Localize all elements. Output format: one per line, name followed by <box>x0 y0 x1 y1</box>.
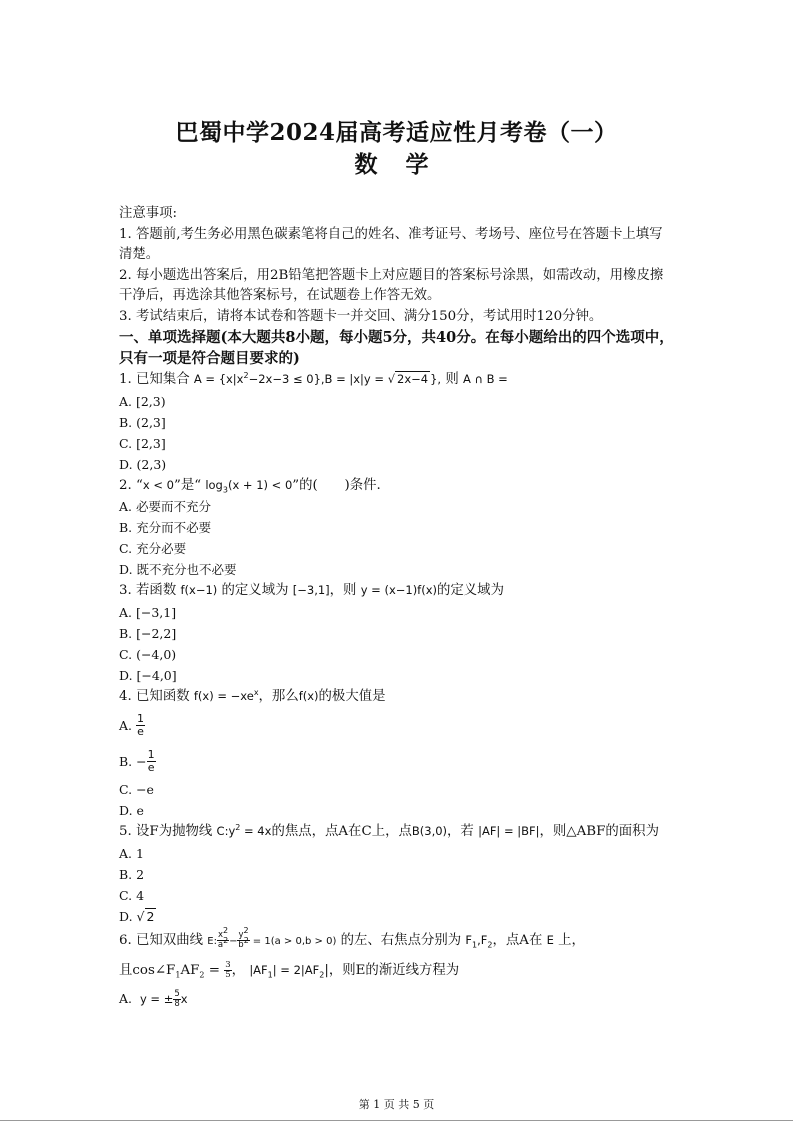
q4-option-a: A. $\frac{1}{e}$ <box>119 711 144 738</box>
q5-option-c: C. 4 <box>119 887 145 903</box>
notice-heading: 注意事项: <box>119 206 178 221</box>
section-1-title: 一、单项选择题(本大题共8小题，每小题5分，共40分。在每小题给出的四个选项中，只有一项是符合题目要求的) <box>119 329 674 367</box>
q5-option-a: A. 1 <box>119 845 144 861</box>
q5-option-b: B. 2 <box>119 866 145 882</box>
footer-divider <box>0 1120 793 1121</box>
notice-item-1: 1. 答题前,考生务必用黑色碳素笔将自己的姓名、准考证号、考场号、座位号在答题卡上填写清楚。 <box>119 226 663 262</box>
question-2: 2. “x < 0”是“ $\log_3(x + 1) < 0$”的( )条件. <box>119 477 381 494</box>
q1-option-b: B. (2,3] <box>119 414 166 430</box>
q2-cond-1: x < 0 <box>142 477 174 492</box>
q4-option-c: C. −e <box>119 782 154 797</box>
q2-option-c: C. 充分必要 <box>119 541 187 556</box>
q2-option-d: D. 既不充分也不必要 <box>119 562 237 577</box>
exam-content <box>119 204 675 1012</box>
subject-title: 数 学 <box>354 151 439 178</box>
question-6: 6. 已知双曲线 E: $\frac{x^2}{a^2}$ − $\frac{y^2}{b^2}$ = 1(a > 0,b > 0) 的左、右焦点分别为 $F_1,F_2$，点A在 E 上， <box>119 926 585 950</box>
sqrt-icon: √ 2x−4 <box>387 372 429 386</box>
q1-option-c: C. [2,3] <box>119 435 166 451</box>
question-3: 3. 若函数 f(x−1) 的定义域为 [−3,1]，则 y = (x−1)f(x)的定义域为 <box>119 583 504 598</box>
exam-title: 巴蜀中学2024届高考适应性月考卷（一） <box>175 119 618 146</box>
question-6-line-2: 且$\cos\angle F_1AF_2$ = $\frac{3}{5}$ ， $|AF_1| = 2|AF_2|$，则E的渐近线方程为 <box>119 959 460 980</box>
sqrt-icon: √ 2 <box>136 908 155 924</box>
q1-setA: $A = \{x|x^2-2x-3 \le 0\},B = |x|y$ = √ 2x−4 }, <box>193 371 442 386</box>
q1-option-d: D. (2,3) <box>119 456 167 472</box>
q1-ask: A ∩ B = <box>463 372 508 386</box>
q3-option-b: B. [−2,2] <box>119 625 177 641</box>
q1-option-a: A. [2,3) <box>119 393 166 409</box>
fraction: $\frac{1}{e}$ <box>137 711 144 738</box>
q2-option-a: A. 必要而不充分 <box>119 499 211 514</box>
question-5: 5. 设F为抛物线 $C:y^2 = 4x$的焦点，点A在C上，点B(3,0)，若 |AF| = |BF|，则△ABF的面积为 <box>119 823 659 839</box>
q6-option-a: A. y = ± $\frac{5}{8}$ x <box>119 988 188 1009</box>
q4-option-d: D. e <box>119 803 144 818</box>
question-4: 4. 已知函数 $f(x) = -xe^x$，那么f(x)的极大值是 <box>119 687 386 704</box>
fraction: $\frac{1}{e}$ <box>147 747 155 774</box>
q3-option-a: A. [−3,1] <box>119 604 177 620</box>
q3-option-c: C. (−4,0) <box>119 646 177 662</box>
q2-cond-2: $\log_3(x + 1) < 0$ <box>205 477 293 494</box>
notice-item-3: 3. 考试结束后，请将本试卷和答题卡一并交回、满分150分，考试用时120分钟。 <box>119 308 603 324</box>
notice-item-2: 2. 每小题选出答案后，用2B铅笔把答题卡上对应题目的答案标号涂黑，如需改动，用橡皮擦干净后，再选涂其他答案标号，在试题卷上作答无效。 <box>119 267 664 303</box>
q4-option-b: B. − $\frac{1}{e}$ <box>119 747 155 774</box>
question-1 <box>119 369 675 391</box>
q5-option-d: D. √ 2 <box>119 908 155 924</box>
q1-prefix: 1. 已知集合 <box>119 372 190 387</box>
q3-option-d: D. [−4,0] <box>119 667 177 683</box>
q1-mid: 则 <box>445 372 459 387</box>
q2-option-b: B. 充分而不必要 <box>119 520 212 535</box>
page-number: 第 1 页 共 5 页 <box>358 1098 435 1111</box>
